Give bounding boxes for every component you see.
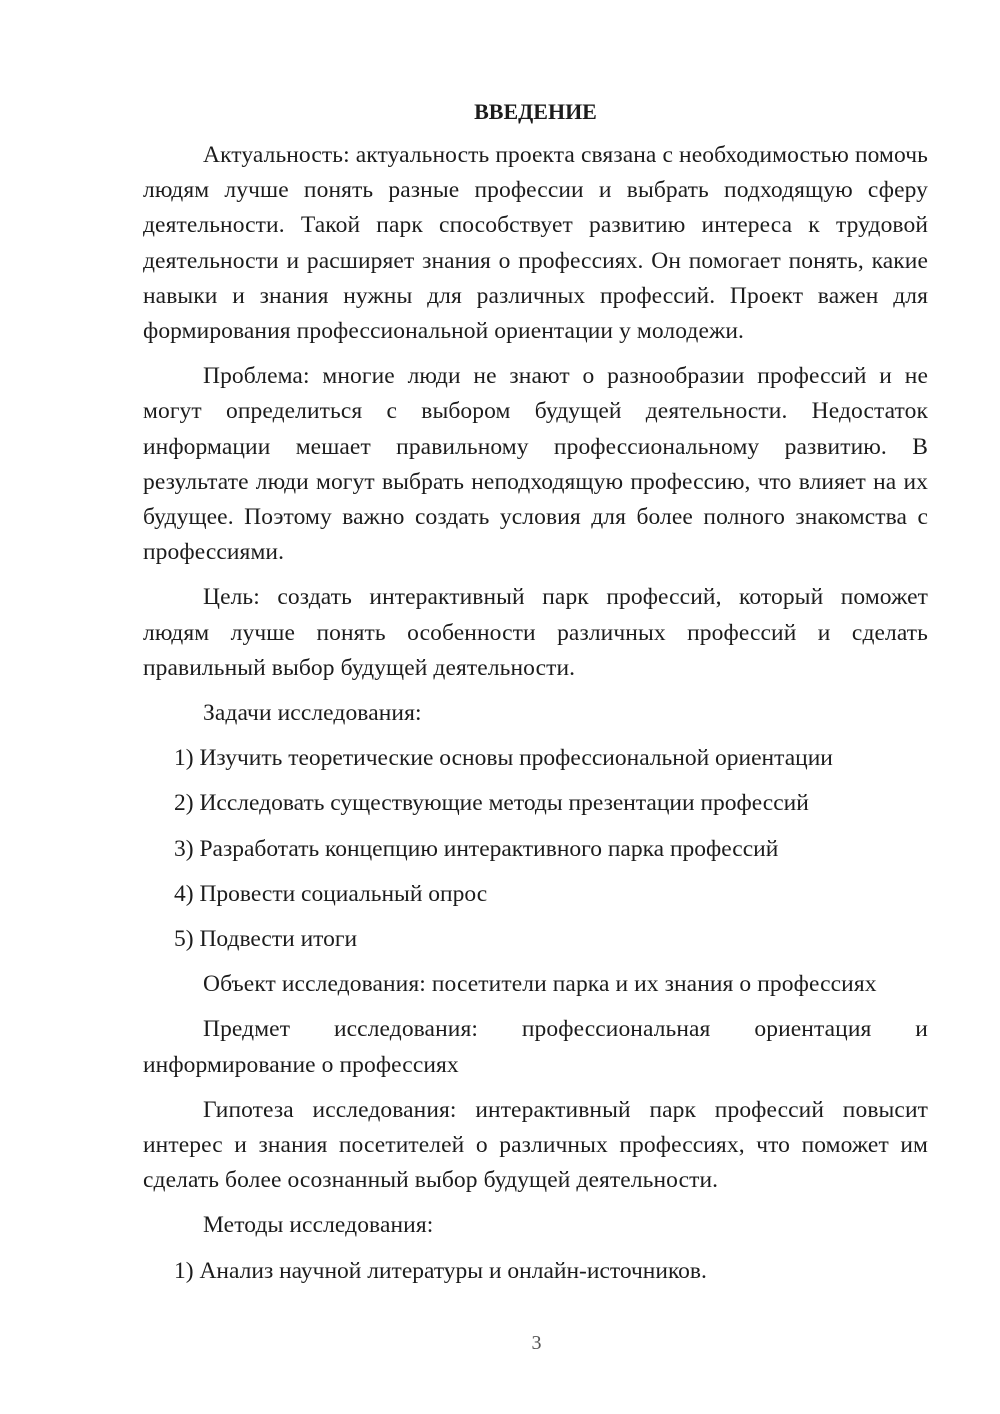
page-title: ВВЕДЕНИЕ	[474, 99, 597, 124]
relevance-paragraph: Актуальность: актуальность проекта связана с необходимостью помочь людям лучше понять разные профессии и выбрать подходящую сферу деятельности. Такой парк способствует развитию интереса к трудовой деятельности и расширяет знания о профессиях. Он помогает понять, какие навыки и знания нужны для различных профессий. Проект важен для формирования профессиональной ориентации у молодежи.	[143, 142, 928, 345]
goal-paragraph: Цель: создать интерактивный парк профессий, который поможет людям лучше понять особенности различных профессий и сделать правильный выбор будущей деятельности.	[143, 584, 928, 681]
object-paragraph: Объект исследования: посетители парка и их знания о профессиях	[203, 971, 877, 998]
methods-list	[143, 1254, 928, 1289]
list-item: 4) Провести социальный опрос	[174, 880, 488, 907]
list-item: 2) Исследовать существующие методы презентации профессий	[174, 790, 809, 817]
list-item: 1) Анализ научной литературы и онлайн-источников.	[174, 1257, 707, 1284]
list-item: 1) Изучить теоретические основы профессиональной ориентации	[174, 745, 833, 772]
tasks-heading: Задачи исследования:	[203, 700, 422, 727]
tasks-list	[143, 741, 928, 957]
document-body	[143, 92, 928, 1299]
methods-heading: Методы исследования:	[203, 1212, 434, 1239]
list-item: 5) Подвести итоги	[174, 926, 358, 953]
subject-paragraph: Предмет исследования: профессиональная ориентация и информирование о профессиях	[143, 1016, 928, 1078]
page-number: 3	[531, 1332, 542, 1354]
problem-paragraph: Проблема: многие люди не знают о разнообразии профессий и не могут определиться с выбором будущей деятельности. Недостаток информации мешает правильному профессиональному развитию. В результате люди могут выбрать неподходящую профессию, что влияет на их будущее. Поэтому важно создать условия для более полного знакомства с профессиями.	[143, 363, 928, 566]
list-item: 3) Разработать концепцию интерактивного парка профессий	[174, 835, 779, 862]
hypothesis-paragraph: Гипотеза исследования: интерактивный парк профессий повысит интерес и знания посетителей о различных профессиях, что поможет им сделать более осознанный выбор будущей деятельности.	[143, 1096, 928, 1194]
